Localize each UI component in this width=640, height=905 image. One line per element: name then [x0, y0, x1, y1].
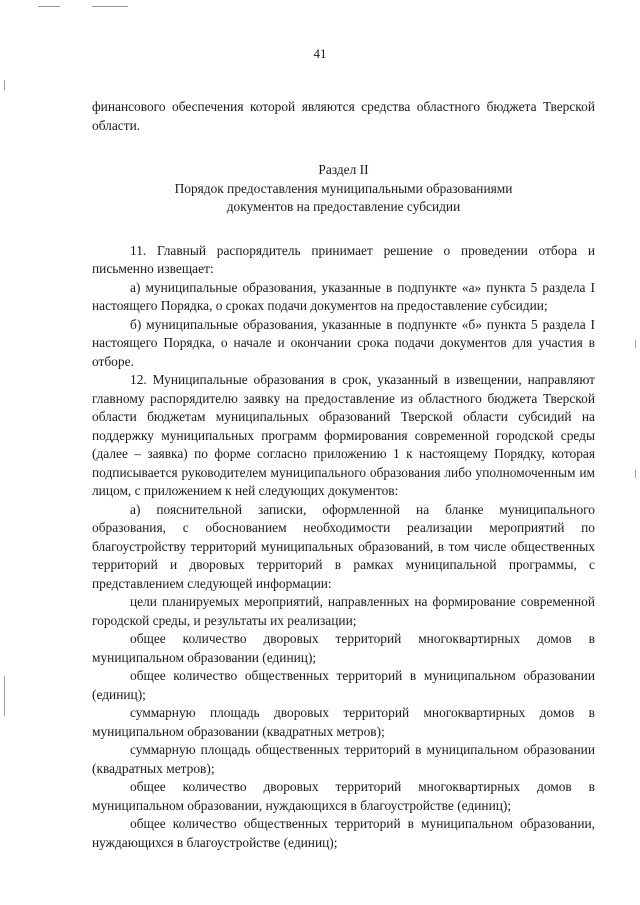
section-label: Раздел II — [318, 162, 369, 177]
paragraph: суммарную площадь общественных территорий в муниципальном образовании (квадратных метров); — [92, 742, 595, 776]
section-heading — [92, 161, 595, 217]
section-title: Порядок предоставления муниципальными образованиями — [174, 180, 513, 196]
section-title: документов на предоставление субсидии — [226, 199, 461, 214]
document-body — [92, 98, 595, 852]
paragraph: общее количество общественных территорий в муниципальном образовании (единиц); — [92, 668, 595, 702]
scan-artifact-top — [92, 6, 128, 7]
scan-artifact-top — [38, 6, 60, 7]
paragraph: а) пояснительной записки, оформленной на бланке муниципального образования, с обоснованием необходимости реализации мероприятий по благоустройству территорий муниципальных образований, в том числе общественных территорий и дворовых территорий в рамках муниципальной программы, с представлением следующей информации: — [92, 501, 595, 591]
paragraph: 12. Муниципальные образования в срок, указанный в извещении, направляют главному распорядителю заявку на предоставление из областного бюджета Тверской области бюджетам муниципальных образований Тверской области субсидий на поддержку муниципальных программ формирования современной городской среды (далее – заявка) по форме согласно приложению 1 к настоящему Порядку, которая подписывается руководителем муниципального образования либо уполномоченным им лицом, с приложением к ней следующих документов: — [92, 372, 595, 498]
page-number: 41 — [313, 46, 327, 61]
paragraph: общее количество общественных территорий в муниципальном образовании, нуждающихся в благоустройстве (единиц); — [92, 816, 595, 850]
paragraph: 11. Главный распорядитель принимает решение о проведении отбора и письменно извещает: — [92, 242, 595, 276]
intro-continuation: финансового обеспечения которой являются средства областного бюджета Тверской области. — [92, 99, 595, 133]
paragraph: общее количество дворовых территорий многоквартирных домов в муниципальном образовании, нуждающихся в благоустройстве (единиц); — [92, 779, 595, 813]
paragraph: суммарную площадь дворовых территорий многоквартирных домов в муниципальном образовании (квадратных метров); — [92, 705, 595, 739]
section-body — [92, 242, 595, 853]
scan-artifact-right — [635, 340, 636, 348]
paragraph: а) муниципальные образования, указанные в подпункте «а» пункта 5 раздела I настоящего Порядка, о сроках подачи документов на предоставление субсидии; — [92, 279, 595, 313]
scan-artifact-left — [4, 676, 5, 716]
paragraph: б) муниципальные образования, указанные в подпункте «б» пункта 5 раздела I настоящего Порядка, о начале и окончании срока подачи документов для участия в отборе. — [92, 316, 595, 369]
paragraph: цели планируемых мероприятий, направленных на формирование современной городской среды, и результаты их реализации; — [92, 594, 595, 628]
scan-artifact-left — [4, 80, 5, 90]
paragraph: общее количество дворовых территорий многоквартирных домов в муниципальном образовании (единиц); — [92, 631, 595, 665]
scan-artifact-right — [635, 470, 636, 478]
